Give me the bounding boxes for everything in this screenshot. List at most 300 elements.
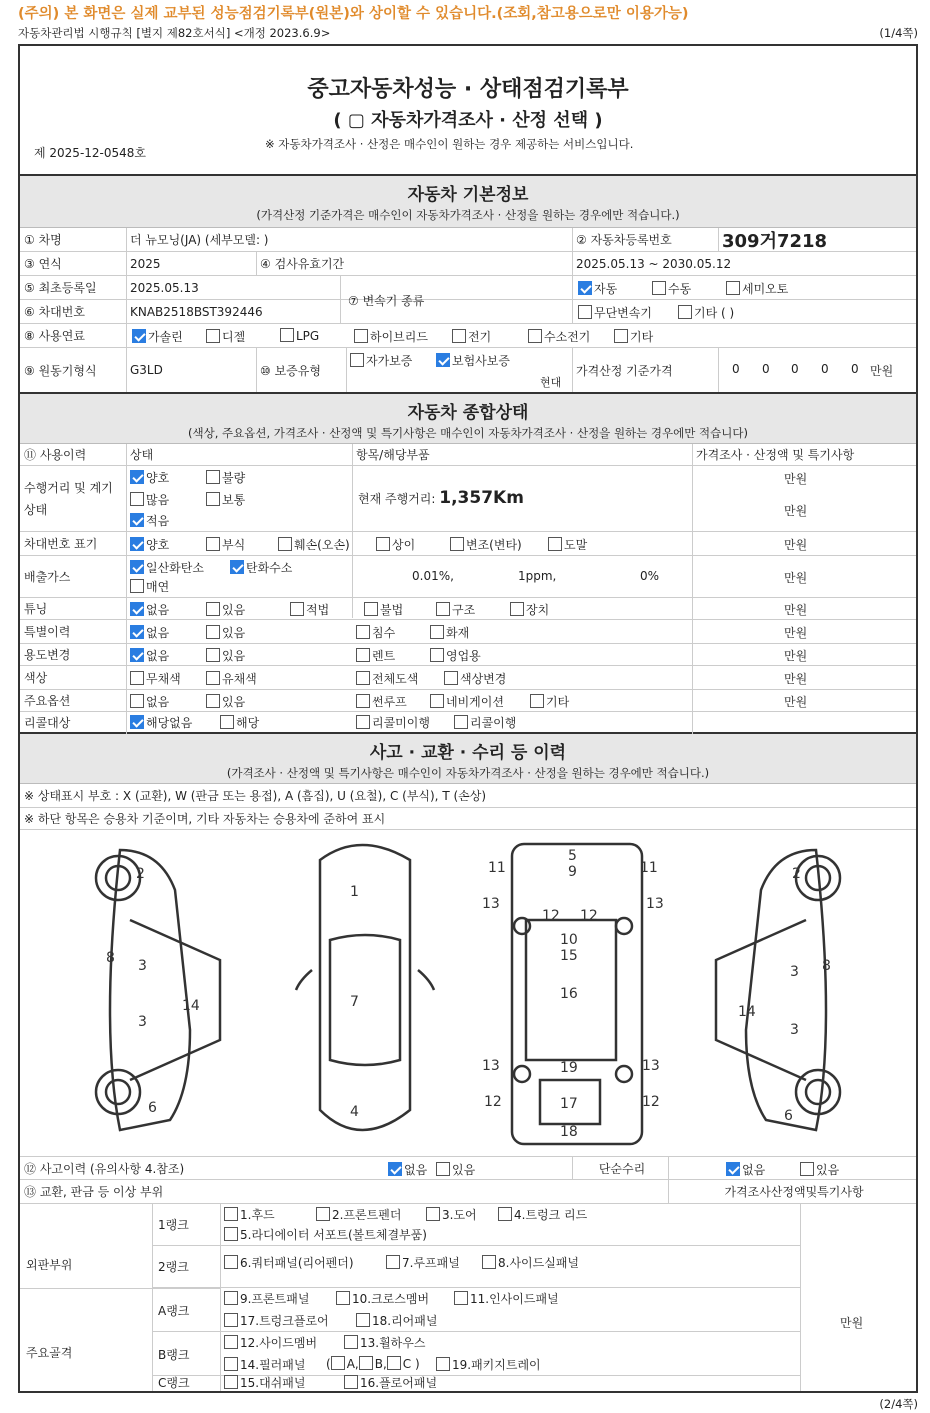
- col-items: 항목/해당부품: [356, 448, 430, 462]
- diagram-number: 9: [568, 864, 577, 880]
- unit-text: 만원: [784, 472, 808, 486]
- checkbox-icon: [364, 602, 378, 616]
- diagram-number: 11: [488, 860, 506, 876]
- mileage-opt-few[interactable]: 적음: [130, 512, 169, 529]
- diagram-number: 8: [106, 950, 115, 966]
- checkbox-icon: [336, 1291, 350, 1305]
- checkbox-icon: [430, 648, 444, 662]
- row-year: [20, 252, 916, 276]
- vin-mark-opt[interactable]: 도말: [548, 536, 587, 553]
- options-opt[interactable]: 기타: [530, 693, 569, 710]
- part-checkbox[interactable]: 6.쿼터패널(리어펜더): [224, 1254, 354, 1271]
- part-checkbox[interactable]: 8.사이드실패널: [482, 1254, 579, 1271]
- basic-info-section: [20, 176, 916, 394]
- legend-text: ※ 상태표시 부호 : X (교환), W (판금 또는 용접), A (흠집), U (요철), C (부식), T (손상): [24, 789, 487, 803]
- checkbox-icon: [280, 328, 294, 342]
- diagram-number: 5: [568, 848, 577, 864]
- checkbox-icon: [454, 1291, 468, 1305]
- vin-mark-opt[interactable]: 양호: [130, 536, 169, 553]
- right-rear-wheel: [796, 1070, 840, 1114]
- checkbox-icon: [224, 1375, 238, 1389]
- checkbox-icon: [426, 1207, 440, 1221]
- mileage-opt-normal[interactable]: 보통: [206, 491, 245, 508]
- part-checkbox[interactable]: 5.라디에이터 서포트(볼트체결부품): [224, 1226, 427, 1243]
- overall-header: [20, 394, 916, 444]
- part-checkbox[interactable]: 3.도어: [426, 1206, 477, 1223]
- checkbox-icon: [130, 671, 144, 685]
- mileage-current: 현재 주행거리: 1,357Km: [358, 488, 524, 508]
- note-row: [20, 808, 916, 830]
- checkbox-icon: [356, 648, 370, 662]
- usage-opt[interactable]: 렌트: [356, 647, 395, 664]
- year-value: 2025: [130, 256, 161, 271]
- checkbox-icon: [800, 1162, 814, 1176]
- vin-mark-opt[interactable]: 부식: [206, 536, 245, 553]
- car-name-label: ① 차명: [24, 233, 62, 247]
- diagram-number: 3: [790, 964, 799, 980]
- vin-mark-opt[interactable]: 상이: [376, 536, 415, 553]
- main-frame-label: 주요골격: [26, 1346, 73, 1360]
- checkbox-icon: [130, 715, 144, 729]
- checkbox-icon: [224, 1227, 238, 1241]
- first-reg-value: 2025.05.13: [130, 280, 199, 295]
- checkbox-icon: [224, 1291, 238, 1305]
- checkbox-icon: [452, 329, 466, 343]
- checkbox-icon: [316, 1207, 330, 1221]
- engine-value: G3LD: [130, 363, 163, 377]
- overall-section: [20, 394, 916, 734]
- col-status: 상태: [130, 448, 154, 462]
- col-usage-history: ⑪ 사용이력: [24, 448, 87, 462]
- history-opt-yes[interactable]: 있음: [436, 1161, 475, 1178]
- checkbox-icon: [482, 1255, 496, 1269]
- special-opt[interactable]: 없음: [130, 624, 169, 641]
- overall-col-headers: [20, 444, 916, 466]
- checkbox-icon: [578, 281, 592, 295]
- checkbox-icon: [450, 537, 464, 551]
- row-exchange-header: [20, 1180, 916, 1204]
- part-checkbox[interactable]: 10.크로스멤버: [336, 1290, 429, 1307]
- diagram-number: 7: [350, 994, 359, 1010]
- price-unit: 만원: [840, 1316, 864, 1330]
- row-vin-mark: [20, 532, 916, 556]
- diagram-number: 14: [738, 1004, 756, 1020]
- checkbox-icon: [356, 1313, 370, 1327]
- checkbox-icon: [726, 1162, 740, 1176]
- part-checkbox[interactable]: 17.트렁크플로어: [224, 1312, 329, 1329]
- checkbox-icon: [130, 625, 144, 639]
- usage-opt[interactable]: 있음: [206, 647, 245, 664]
- price-unit: 만원: [870, 364, 894, 378]
- emission-opt-smoke[interactable]: 매연: [130, 578, 169, 595]
- checkbox-icon: [130, 602, 144, 616]
- diagram-number: 18: [560, 1124, 578, 1140]
- left-window: [130, 920, 220, 1080]
- row-options: [20, 690, 916, 712]
- rank2-label: 2랭크: [158, 1260, 189, 1274]
- checkbox-icon: [206, 625, 220, 639]
- diagram-number: 13: [482, 896, 500, 912]
- checkbox-icon: [130, 648, 144, 662]
- diagram-number: 12: [580, 908, 598, 924]
- diagram-number: 17: [560, 1096, 578, 1112]
- checkbox-icon: [436, 1357, 450, 1371]
- checkbox-icon: [206, 470, 220, 484]
- trans-opt-other[interactable]: 기타 ( ): [678, 304, 734, 321]
- checkbox-icon: [356, 671, 370, 685]
- checkbox-icon: [678, 305, 692, 319]
- checkbox-icon: [224, 1357, 238, 1371]
- checkbox-icon: [130, 492, 144, 506]
- diagram-number: 6: [148, 1100, 157, 1116]
- base-price-label: 가격산정 기준가격: [576, 363, 673, 378]
- form-number: 제 2025-12-0548호: [34, 146, 147, 160]
- page-number-top: (1/4쪽): [879, 26, 918, 40]
- fuel-opt-hybrid[interactable]: 하이브리드: [354, 328, 428, 345]
- page-number-bottom: (2/4쪽): [879, 1397, 918, 1411]
- reg-no-value: 309거7218: [722, 230, 828, 252]
- form-note: ※ 자동차가격조사 · 산정은 매수인이 원하는 경우 제공하는 서비스입니다.: [265, 137, 634, 151]
- checkbox-icon[interactable]: [387, 1356, 401, 1370]
- checkbox-icon: [528, 329, 542, 343]
- vin-mark-opt[interactable]: 훼손(오손): [278, 536, 350, 553]
- simple-repair-opt-none[interactable]: 없음: [726, 1161, 765, 1178]
- checkbox-icon: [388, 1162, 402, 1176]
- part-checkbox[interactable]: 14.필러패널: [224, 1356, 305, 1373]
- checkbox-icon: [356, 694, 370, 708]
- reg-no-label: ② 자동차등록번호: [576, 233, 672, 247]
- mileage-opt-many[interactable]: 많음: [130, 491, 169, 508]
- fuel-opt-lpg[interactable]: LPG: [280, 328, 319, 343]
- part-checkbox[interactable]: 2.프론트펜더: [316, 1206, 401, 1223]
- top-car-body: [320, 845, 410, 1130]
- row-usage: [20, 644, 916, 666]
- checkbox-icon: [430, 694, 444, 708]
- row-engine: [20, 348, 916, 392]
- diagram-number: 15: [560, 948, 578, 964]
- emission-opt-hc[interactable]: 탄화수소: [230, 559, 292, 576]
- warranty-company: 현대: [540, 376, 562, 389]
- diagram-number: 6: [784, 1108, 793, 1124]
- diagram-number: 19: [560, 1060, 578, 1076]
- checkbox-icon: [206, 537, 220, 551]
- tuning-opt[interactable]: 불법: [364, 601, 403, 618]
- unit-text: 만원: [784, 672, 808, 686]
- trans-opt-semi[interactable]: 세미오토: [726, 280, 788, 297]
- tuning-opt[interactable]: 있음: [206, 601, 245, 618]
- checkbox-icon: [350, 353, 364, 367]
- part-checkbox[interactable]: 18.리어패널: [356, 1312, 437, 1329]
- tuning-label: 튜닝: [24, 602, 48, 616]
- recall-opt[interactable]: 리콜미이행: [356, 714, 430, 731]
- checkbox-icon: [444, 671, 458, 685]
- checkbox-icon[interactable]: [359, 1356, 373, 1370]
- col-price-note: 가격조사 · 산정액 및 특기사항: [696, 448, 855, 462]
- part-checkbox[interactable]: 16.플로어패널: [344, 1374, 437, 1391]
- fuel-opt-electric[interactable]: 전기: [452, 328, 491, 345]
- basic-info-subheading: (가격산정 기준가격은 매수인이 자동차가격조사 · 산정을 원하는 경우에만 적습니다.): [256, 208, 680, 222]
- vin-value: KNAB2518BST392446: [130, 304, 263, 319]
- form-title: 중고자동차성능 · 상태점검기록부: [307, 77, 629, 102]
- emission-label: 배출가스: [24, 570, 71, 584]
- diagram-number: 13: [642, 1058, 660, 1074]
- left-rear-wheel: [96, 1070, 140, 1114]
- unit-text: 만원: [784, 695, 808, 709]
- note-text: ※ 하단 항목은 승용차 기준이며, 기타 자동차는 승용차에 준하여 표시: [24, 812, 386, 826]
- unit-text: 만원: [784, 649, 808, 663]
- special-opt[interactable]: 침수: [356, 624, 395, 641]
- part-checkbox[interactable]: 4.트렁크 리드: [498, 1206, 587, 1223]
- checkbox-icon: [230, 560, 244, 574]
- color-label: 색상: [24, 671, 48, 685]
- fuel-label: ⑧ 사용연료: [24, 329, 85, 343]
- checkbox-icon: [206, 671, 220, 685]
- special-opt[interactable]: 있음: [206, 624, 245, 641]
- price-note-label: 가격조사산정액및특기사항: [724, 1185, 864, 1199]
- checkbox-icon: [206, 602, 220, 616]
- row-vin: [20, 300, 916, 324]
- tuning-opt[interactable]: 장치: [510, 601, 549, 618]
- price-digit: 0: [851, 362, 859, 376]
- simple-repair-opt-yes[interactable]: 있음: [800, 1161, 839, 1178]
- year-label: ③ 연식: [24, 257, 62, 271]
- form-subtitle: ( ▢ 자동차가격조사 · 산정 선택 ): [333, 110, 603, 131]
- diagram-number: 4: [350, 1104, 359, 1120]
- special-label: 특별이력: [24, 625, 71, 639]
- row-rankC: [152, 1376, 800, 1391]
- usage-opt[interactable]: 영업용: [430, 647, 481, 664]
- mileage-opt-good[interactable]: 양호: [130, 469, 169, 486]
- checkbox-icon: [436, 353, 450, 367]
- tuning-opt[interactable]: 적법: [290, 601, 329, 618]
- checkbox-icon: [344, 1335, 358, 1349]
- row-car-name: [20, 228, 916, 252]
- color-opt[interactable]: 무채색: [130, 670, 181, 687]
- recall-opt[interactable]: 해당없음: [130, 714, 192, 731]
- diagram-number: 12: [542, 908, 560, 924]
- fuel-opt-other[interactable]: 기타: [614, 328, 653, 345]
- checkbox-icon: [344, 1375, 358, 1389]
- diagram-number: 3: [790, 1022, 799, 1038]
- row-recall: [20, 712, 916, 732]
- recall-opt[interactable]: 해당: [220, 714, 259, 731]
- checkbox-icon: [220, 715, 234, 729]
- vin-mark-opt[interactable]: 변조(변타): [450, 536, 522, 553]
- diagram-number: 13: [646, 896, 664, 912]
- fuel-opt-gasoline[interactable]: 가솔린: [132, 328, 183, 345]
- special-opt[interactable]: 화재: [430, 624, 469, 641]
- checkbox-icon: [386, 1255, 400, 1269]
- checkbox-icon: [224, 1207, 238, 1221]
- row-fuel: [20, 324, 916, 348]
- emission-hc-value: 1ppm,: [518, 569, 557, 583]
- recall-opt[interactable]: 리콜이행: [454, 714, 516, 731]
- mileage-opt-bad[interactable]: 불량: [206, 469, 245, 486]
- price-digit: 0: [762, 362, 770, 376]
- regulation-text: 자동차관리법 시행규칙 [별지 제82호서식] <개정 2023.6.9>: [18, 26, 331, 40]
- rankA-label: A랭크: [158, 1304, 190, 1318]
- mileage-label: 수행거리 및 계기 상태: [24, 480, 113, 517]
- exchange-label: ⑬ 교환, 판금 등 이상 부위: [24, 1185, 164, 1199]
- top-roof: [330, 935, 400, 1065]
- fuel-opt-diesel[interactable]: 디젤: [206, 328, 245, 345]
- diagram-number: 3: [138, 1014, 147, 1030]
- vin-label: ⑥ 차대번호: [24, 305, 85, 319]
- diagram-number: 13: [482, 1058, 500, 1074]
- trans-opt-cvt[interactable]: 무단변속기: [578, 304, 652, 321]
- checkbox-icon: [726, 281, 740, 295]
- options-opt[interactable]: 썬루프: [356, 693, 407, 710]
- diagram-number: 12: [642, 1094, 660, 1110]
- vin-mark-label: 차대번호 표기: [24, 537, 98, 551]
- checkbox-icon: [578, 305, 592, 319]
- checkbox-icon[interactable]: [331, 1356, 345, 1370]
- checkbox-icon: [454, 715, 468, 729]
- row-emission: [20, 556, 916, 598]
- unit-text: 만원: [784, 538, 808, 552]
- row-color: [20, 666, 916, 690]
- tuning-opt[interactable]: 없음: [130, 601, 169, 618]
- right-window: [716, 920, 806, 1080]
- trans-opt-manual[interactable]: 수동: [652, 280, 691, 297]
- row-tuning: [20, 598, 916, 620]
- accident-section: [20, 734, 916, 1391]
- checkbox-icon: [430, 625, 444, 639]
- inspect-label: ④ 검사유효기간: [260, 257, 345, 271]
- price-digit: 0: [732, 362, 740, 376]
- unit-text: 만원: [784, 626, 808, 640]
- checkbox-icon: [290, 602, 304, 616]
- part-checkbox[interactable]: 13.휠하우스: [344, 1334, 425, 1351]
- emission-opt-co[interactable]: 일산화탄소: [130, 559, 204, 576]
- part-checkbox[interactable]: 7.루프패널: [386, 1254, 460, 1271]
- checkbox-icon: [130, 470, 144, 484]
- car-name-value: 더 뉴모닝(JA) (세부모델: ): [130, 233, 269, 247]
- checkbox-icon: [224, 1335, 238, 1349]
- part-checkbox[interactable]: 12.사이드멤버: [224, 1334, 317, 1351]
- left-car-body: [110, 850, 190, 1130]
- checkbox-icon: [130, 513, 144, 527]
- overall-heading: 자동차 종합상태: [407, 403, 529, 423]
- row-rankB: [152, 1332, 800, 1376]
- color-opt[interactable]: 색상변경: [444, 670, 506, 687]
- diagram-number: 10: [560, 932, 578, 948]
- basic-info-header: [20, 176, 916, 228]
- diagram-number: 8: [822, 958, 831, 974]
- checkbox-icon: [498, 1207, 512, 1221]
- usage-opt[interactable]: 없음: [130, 647, 169, 664]
- price-digit: 0: [791, 362, 799, 376]
- overall-subheading: (색상, 주요옵션, 가격조사 · 산정액 및 특기사항은 매수인이 자동차가격조사 · 산정을 원하는 경우에만 적습니다): [188, 426, 748, 440]
- checkbox-icon: [130, 537, 144, 551]
- diagram-number: 2: [136, 866, 145, 882]
- checkbox-icon: [436, 1162, 450, 1176]
- diagram-number: 14: [182, 998, 200, 1014]
- notice-text: (주의) 본 화면은 실제 교부된 성능점검기록부(원본)와 상이할 수 있습니다.(조회,참고용으로만 이용가능): [18, 6, 689, 22]
- title-box: [20, 46, 916, 176]
- checkbox-icon: [224, 1313, 238, 1327]
- emission-smoke-value: 0%: [640, 569, 660, 583]
- color-opt[interactable]: 전체도색: [356, 670, 418, 687]
- rank1-label: 1랭크: [158, 1218, 189, 1232]
- trans-label: ⑦ 변속기 종류: [348, 294, 425, 308]
- car-diagram: [20, 830, 916, 1156]
- accident-subheading: (가격조사 · 산정액 및 특기사항은 매수인이 자동차가격조사 · 산정을 원하는 경우에만 적습니다.): [226, 766, 710, 780]
- recall-label: 리콜대상: [24, 715, 71, 730]
- checkbox-icon: [132, 329, 146, 343]
- checkbox-icon: [206, 648, 220, 662]
- inspection-form: [18, 44, 918, 1393]
- outer-label: 외판부위: [26, 1258, 73, 1272]
- warranty-label: ⑩ 보증유형: [260, 363, 321, 378]
- checkbox-icon: [130, 579, 144, 593]
- options-opt[interactable]: 네비게이션: [430, 693, 504, 710]
- part-checkbox[interactable]: 9.프론트패널: [224, 1290, 309, 1307]
- price-digit: 0: [821, 362, 829, 376]
- fuel-opt-hydrogen[interactable]: 수소전기: [528, 328, 590, 345]
- unit-text: 만원: [784, 603, 808, 617]
- rankB-label: B랭크: [158, 1348, 190, 1362]
- part-checkbox[interactable]: 1.후드: [224, 1206, 275, 1223]
- accident-header: [20, 734, 916, 784]
- options-label: 주요옵션: [24, 694, 71, 708]
- warranty-opt-insurance[interactable]: 보험사보증: [436, 352, 510, 369]
- usage-label: 용도변경: [24, 648, 71, 662]
- diagram-number: 2: [792, 866, 801, 882]
- legend-row: [20, 784, 916, 808]
- diagram-number: 16: [560, 986, 578, 1002]
- checkbox-icon: [278, 537, 292, 551]
- trans-opt-auto[interactable]: 자동: [578, 280, 617, 297]
- checkbox-icon: [614, 329, 628, 343]
- pillar-options: ( A, B, C ): [326, 1357, 420, 1371]
- first-reg-label: ⑤ 최초등록일: [24, 281, 97, 295]
- checkbox-icon: [130, 560, 144, 574]
- options-opt[interactable]: 없음: [130, 693, 169, 710]
- diagram-number: 12: [484, 1094, 502, 1110]
- part-checkbox[interactable]: 11.인사이드패널: [454, 1290, 559, 1307]
- checkbox-icon: [548, 537, 562, 551]
- tuning-opt[interactable]: 구조: [436, 601, 475, 618]
- checkbox-icon: [510, 602, 524, 616]
- checkbox-icon: [376, 537, 390, 551]
- checkbox-icon: [356, 625, 370, 639]
- history-opt-none[interactable]: 없음: [388, 1161, 427, 1178]
- basic-info-heading: 자동차 기본정보: [407, 185, 529, 205]
- checkbox-icon: [652, 281, 666, 295]
- engine-label: ⑨ 원동기형식: [24, 363, 97, 378]
- row-accident-history: [20, 1156, 916, 1180]
- diagram-number: 3: [138, 958, 147, 974]
- right-car-body: [746, 850, 826, 1130]
- color-opt[interactable]: 유채색: [206, 670, 257, 687]
- part-checkbox[interactable]: 19.패키지트레이: [436, 1356, 541, 1373]
- checkbox-icon: [206, 329, 220, 343]
- options-opt[interactable]: 있음: [206, 693, 245, 710]
- row-rankA: [152, 1288, 800, 1332]
- row-rank1: [152, 1204, 800, 1246]
- row-special: [20, 620, 916, 644]
- unit-text: 만원: [784, 504, 808, 518]
- part-checkbox[interactable]: 15.대쉬패널: [224, 1374, 305, 1391]
- mileage-value: 1,357Km: [439, 488, 524, 508]
- checkbox-icon: [356, 715, 370, 729]
- diagram-number: 1: [350, 884, 359, 900]
- row-mileage: [20, 466, 916, 532]
- diagram-number: 11: [640, 860, 658, 876]
- warranty-opt-self[interactable]: 자가보증: [350, 352, 412, 369]
- accident-heading: 사고 · 교환 · 수리 등 이력: [369, 743, 567, 763]
